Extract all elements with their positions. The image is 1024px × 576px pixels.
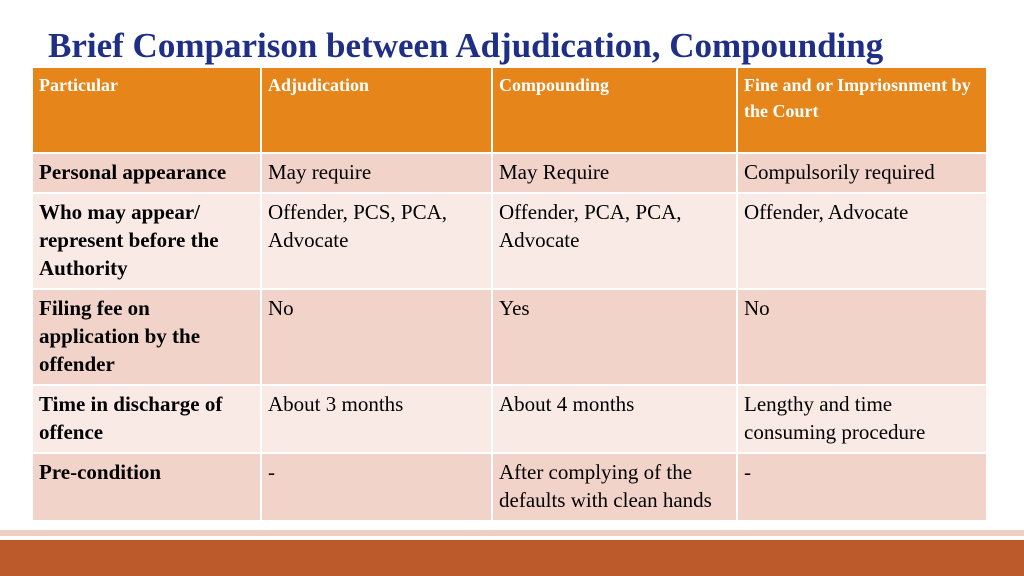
header-adjudication: Adjudication xyxy=(261,67,492,153)
cell-court: Offender, Advocate xyxy=(737,193,987,289)
table-row xyxy=(32,453,987,521)
cell-compounding: May Require xyxy=(492,153,737,193)
row-label: Pre-condition xyxy=(32,453,261,521)
cell-adjudication: Offender, PCS, PCA, Advocate xyxy=(261,193,492,289)
cell-court: Lengthy and time consuming procedure xyxy=(737,385,987,453)
table-row xyxy=(32,193,987,289)
cell-court: No xyxy=(737,289,987,385)
table-header-row xyxy=(32,67,987,153)
cell-compounding: About 4 months xyxy=(492,385,737,453)
row-label: Time in discharge of offence xyxy=(32,385,261,453)
cell-compounding: Yes xyxy=(492,289,737,385)
cell-adjudication: No xyxy=(261,289,492,385)
slide-title: Brief Comparison between Adjudication, Compounding xyxy=(48,26,884,65)
cell-adjudication: - xyxy=(261,453,492,521)
table-row xyxy=(32,385,987,453)
comparison-table xyxy=(31,66,988,522)
row-label: Filing fee on application by the offender xyxy=(32,289,261,385)
header-fine-or-imprisonment: Fine and or Impriosnment by the Court xyxy=(737,67,987,153)
cell-adjudication: May require xyxy=(261,153,492,193)
table-row xyxy=(32,153,987,193)
footer-accent-line xyxy=(0,530,1024,536)
row-label: Personal appearance xyxy=(32,153,261,193)
cell-compounding: Offender, PCA, PCA, Advocate xyxy=(492,193,737,289)
header-particular: Particular xyxy=(32,67,261,153)
cell-compounding: After complying of the defaults with clean hands xyxy=(492,453,737,521)
cell-court: Compulsorily required xyxy=(737,153,987,193)
cell-adjudication: About 3 months xyxy=(261,385,492,453)
header-compounding: Compounding xyxy=(492,67,737,153)
table-row xyxy=(32,289,987,385)
footer-bar xyxy=(0,540,1024,576)
cell-court: - xyxy=(737,453,987,521)
row-label: Who may appear/ represent before the Authority xyxy=(32,193,261,289)
